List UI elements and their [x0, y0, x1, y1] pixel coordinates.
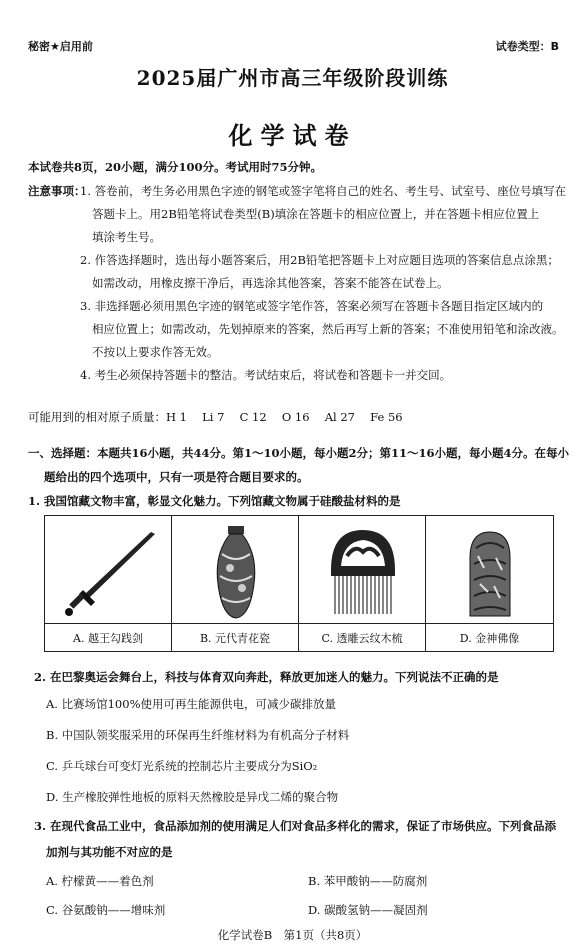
- q2-option-c[interactable]: C. 乒乓球台可变灯光系统的控制芯片主要成分为SiO₂: [46, 759, 318, 773]
- note-line: 1. 答卷前，考生务必用黑色字迹的钢笔或签字笔将自己的姓名、考生号、试室号、座位号填写在: [80, 184, 567, 198]
- q3-option-c[interactable]: C. 谷氨酸钠——增味剂: [46, 903, 166, 917]
- q3-stem: 3. 在现代食品工业中，食品添加剂的使用满足人们对食品多样化的需求，保证了市场供应。下列食品添: [34, 819, 557, 833]
- note-line: 不按以上要求作答无效。: [92, 345, 219, 359]
- note-line: 3. 非选择题必须用黑色字迹的钢笔或签字笔作答，答案必须写在答题卡各题目指定区域内的: [80, 299, 544, 313]
- note-line: 4. 考生必须保持答题卡的整洁。考试结束后，将试卷和答题卡一并交回。: [80, 368, 452, 382]
- note-line: 填涂考生号。: [92, 230, 161, 244]
- atomic-masses: 可能用到的相对原子质量：H 1 Li 7 C 12 O 16 Al 27 Fe 56: [28, 410, 403, 424]
- comb-image: [327, 526, 399, 618]
- confidential-label: 秘密★启用前: [28, 40, 93, 53]
- q1-stem: 1. 我国馆藏文物丰富，彰显文化魅力。下列馆藏文物属于硅酸盐材料的是: [28, 494, 401, 508]
- exam-intro: 本试卷共8页，20小题，满分100分。考试用时75分钟。: [28, 160, 323, 174]
- note-line: 答题卡上。用2B铅笔将试卷类型(B)填涂在答题卡的相应位置上，并在答题卡相应位置上: [92, 207, 540, 221]
- notes-label: 注意事项：: [28, 184, 86, 198]
- option-a-label: A. 越王勾践剑: [73, 632, 143, 645]
- q3-option-a[interactable]: A. 柠檬黄——着色剂: [46, 874, 154, 888]
- q3-stem-cont: 加剂与其功能不对应的是: [46, 845, 173, 859]
- paper-type-label: 试卷类型：B: [495, 40, 559, 53]
- q2-option-b[interactable]: B. 中国队领奖服采用的环保再生纤维材料为有机高分子材料: [46, 728, 350, 742]
- option-b-cell[interactable]: [172, 516, 299, 651]
- q3-option-b[interactable]: B. 苯甲酸钠——防腐剂: [308, 874, 428, 888]
- page-footer: 化学试卷B 第1页（共8页）: [217, 928, 368, 942]
- option-c-cell[interactable]: [299, 516, 426, 651]
- vase-image: [210, 524, 262, 620]
- section-heading: 一、选择题：本题共16小题，共44分。第1～10小题，每小题2分；第11～16小题，每小题4分。在每小: [28, 446, 570, 460]
- q2-option-d[interactable]: D. 生产橡胶弹性地板的原料天然橡胶是异戊二烯的聚合物: [46, 790, 339, 804]
- exam-title: 2025届广州市高三年级阶段训练: [136, 66, 449, 90]
- option-d-cell[interactable]: [426, 516, 553, 651]
- option-c-label: C. 透雕云纹木梳: [321, 632, 403, 645]
- buddha-image: [462, 528, 518, 618]
- option-b-label: B. 元代青花瓷: [199, 632, 271, 645]
- q3-option-d[interactable]: D. 碳酸氢钠——凝固剂: [308, 903, 428, 917]
- q2-stem: 2. 在巴黎奥运会舞台上，科技与体育双向奔赴，释放更加迷人的魅力。下列说法不正确的是: [34, 670, 499, 684]
- note-line: 2. 作答选择题时，选出每小题答案后，用2B铅笔把答题卡上对应题目选项的答案信息点涂黑；: [80, 253, 559, 267]
- q1-options-table: [44, 515, 554, 652]
- sword-image: [59, 526, 159, 618]
- note-line: 如需改动，用橡皮擦干净后，再选涂其他答案，答案不能答在试卷上。: [92, 276, 449, 290]
- note-line: 相应位置上；如需改动，先划掉原来的答案，然后再写上新的答案；不准使用铅笔和涂改液。: [92, 322, 564, 336]
- option-d-label: D. 金神佛像: [459, 632, 520, 645]
- section-heading-cont: 题给出的四个选项中，只有一项是符合题目要求的。: [44, 470, 309, 484]
- subject-title: 化学试卷: [228, 121, 357, 150]
- option-a-cell[interactable]: [45, 516, 172, 651]
- q2-option-a[interactable]: A. 比赛场馆100%使用可再生能源供电，可减少碳排放量: [46, 697, 336, 711]
